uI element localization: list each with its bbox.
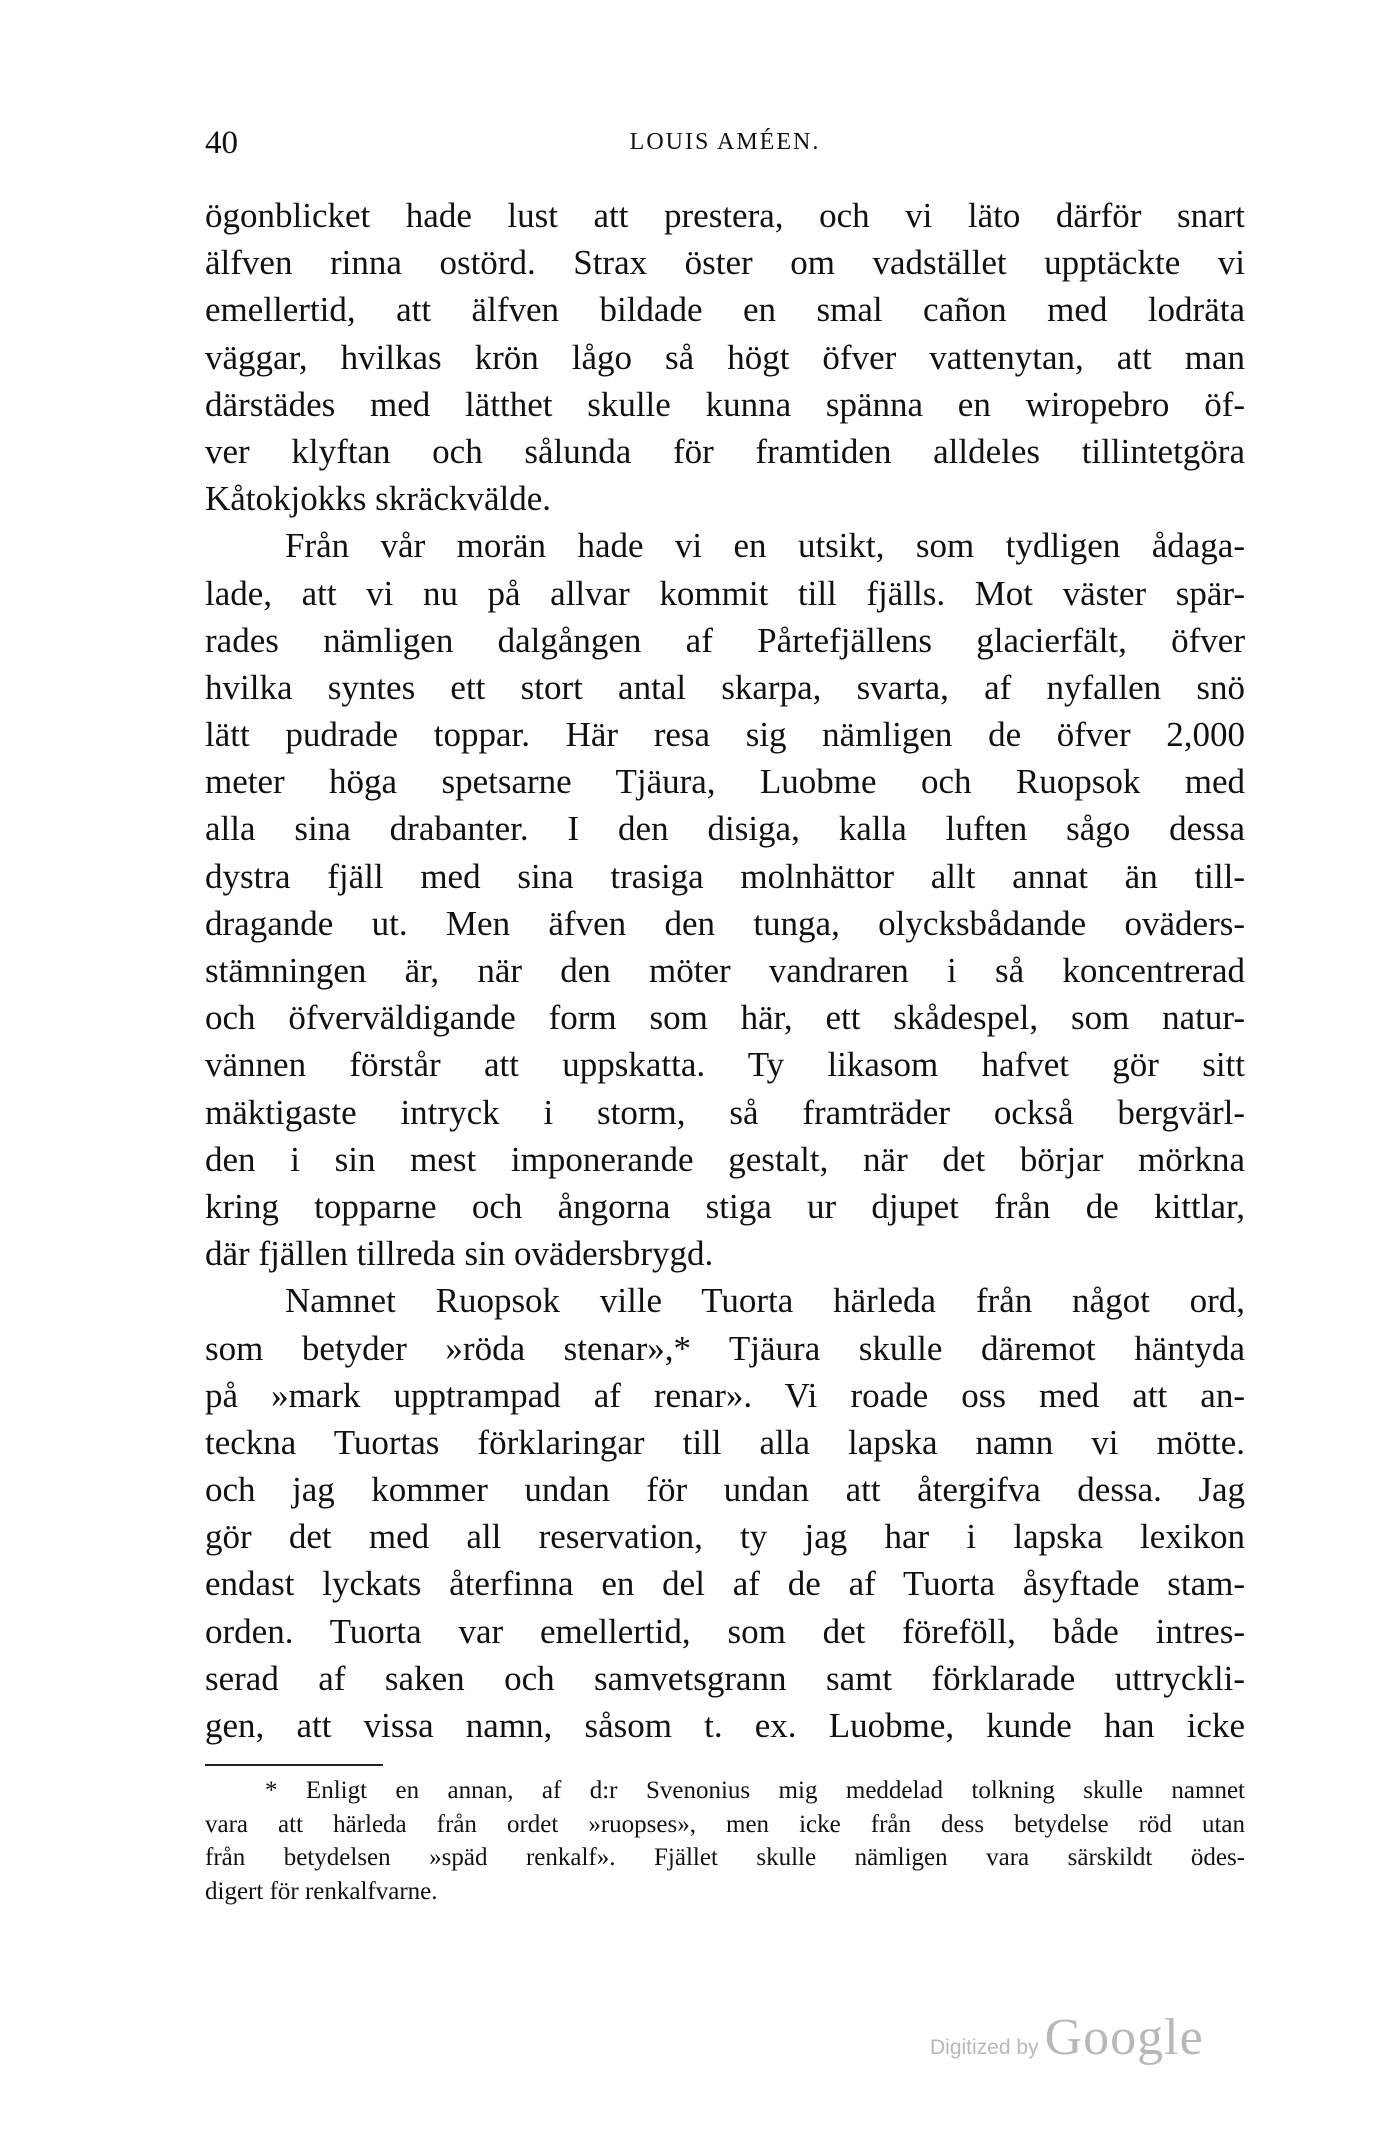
- text-line: mäktigaste intryck i storm, så framträder också bergvärl-: [205, 1092, 1245, 1132]
- footnote-divider: [205, 1764, 383, 1766]
- footnote: [205, 1774, 1245, 1908]
- page-number: 40: [205, 125, 238, 161]
- text-line: ögonblicket hade lust att prestera, och vi läto därför snart: [205, 196, 1245, 235]
- text-line: därstädes med lätthet skulle kunna spänna en wiropebro öf-: [205, 384, 1245, 424]
- text-line: meter höga spetsarne Tjäura, Luobme och Ruopsok med: [205, 762, 1245, 802]
- footnote-line: digert för renkalfvarne.: [205, 1877, 438, 1905]
- text-line: ver klyftan och sålunda för framtiden alldeles tillintetgöra: [205, 431, 1245, 471]
- text-line: endast lyckats återfinna en del af de af Tuorta åsyftade stam-: [205, 1564, 1245, 1604]
- text-line: hvilka syntes ett stort antal skarpa, svarta, af nyfallen snö: [205, 667, 1245, 707]
- digitized-by-label: Digitized by: [930, 2036, 1039, 2059]
- page-header: [205, 125, 1245, 175]
- text-line: där fjällen tillreda sin ovädersbrygd.: [205, 1234, 714, 1274]
- text-line: dragande ut. Men äfven den tunga, olycksbådande oväders-: [205, 903, 1245, 943]
- text-line: väggar, hvilkas krön lågo så högt öfver vattenytan, att man: [205, 337, 1245, 377]
- footnote-line: från betydelsen »späd renkalf». Fjället skulle nämligen vara särskildt ödes-: [205, 1844, 1245, 1871]
- text-line: stämningen är, när den möter vandraren i så koncentrerad: [205, 951, 1245, 990]
- footnote-line: * Enligt en annan, af d:r Svenonius mig meddelad tolkning skulle namnet: [265, 1777, 1245, 1804]
- text-line: älfven rinna ostörd. Strax öster om vadstället upptäckte vi: [205, 243, 1245, 283]
- text-line: Kåtokjokks skräckvälde.: [205, 479, 552, 519]
- text-line: lätt pudrade toppar. Här resa sig nämligen de öfver 2,000: [205, 715, 1245, 755]
- text-line: på »mark upptrampad af renar». Vi roade oss med att an-: [205, 1375, 1245, 1415]
- text-line: serad af saken och samvetsgrann samt förklarade uttryckli-: [205, 1658, 1245, 1698]
- text-line: alla sina drabanter. I den disiga, kalla luften sågo dessa: [205, 809, 1245, 849]
- text-line: lade, att vi nu på allvar kommit till fjälls. Mot väster spär-: [205, 573, 1245, 613]
- text-line: Namnet Ruopsok ville Tuorta härleda från något ord,: [285, 1281, 1245, 1321]
- running-title: LOUIS AMÉEN.: [629, 129, 821, 155]
- text-line: dystra fjäll med sina trasiga molnhättor allt annat än till-: [205, 856, 1245, 896]
- digitized-watermark: [930, 2008, 1204, 2068]
- text-line: och jag kommer undan för undan att återgifva dessa. Jag: [205, 1470, 1245, 1510]
- text-line: rades nämligen dalgången af Pårtefjällens glacierfält, öfver: [205, 620, 1245, 660]
- google-logo: Google: [1044, 2009, 1204, 2066]
- text-line: den i sin mest imponerande gestalt, när det börjar mörkna: [205, 1139, 1245, 1179]
- text-line: gen, att vissa namn, såsom t. ex. Luobme, kunde han icke: [205, 1706, 1245, 1745]
- body-text: [205, 192, 1245, 1749]
- text-line: Från vår morän hade vi en utsikt, som tydligen ådaga-: [285, 526, 1245, 566]
- text-line: kring topparne och ångorna stiga ur djupet från de kittlar,: [205, 1186, 1245, 1226]
- text-line: vännen förstår att uppskatta. Ty likasom hafvet gör sitt: [205, 1045, 1245, 1085]
- text-line: gör det med all reservation, ty jag har i lapska lexikon: [205, 1517, 1245, 1557]
- text-line: som betyder »röda stenar»,* Tjäura skulle däremot häntyda: [205, 1328, 1245, 1368]
- footnote-line: vara att härleda från ordet »ruopses», men icke från dess betydelse röd utan: [205, 1810, 1245, 1838]
- text-line: och öfverväldigande form som här, ett skådespel, som natur-: [205, 998, 1245, 1038]
- text-line: orden. Tuorta var emellertid, som det föreföll, både intres-: [205, 1611, 1245, 1651]
- text-line: teckna Tuortas förklaringar till alla lapska namn vi mötte.: [205, 1422, 1245, 1462]
- text-line: emellertid, att älfven bildade en smal cañon med lodräta: [205, 290, 1245, 330]
